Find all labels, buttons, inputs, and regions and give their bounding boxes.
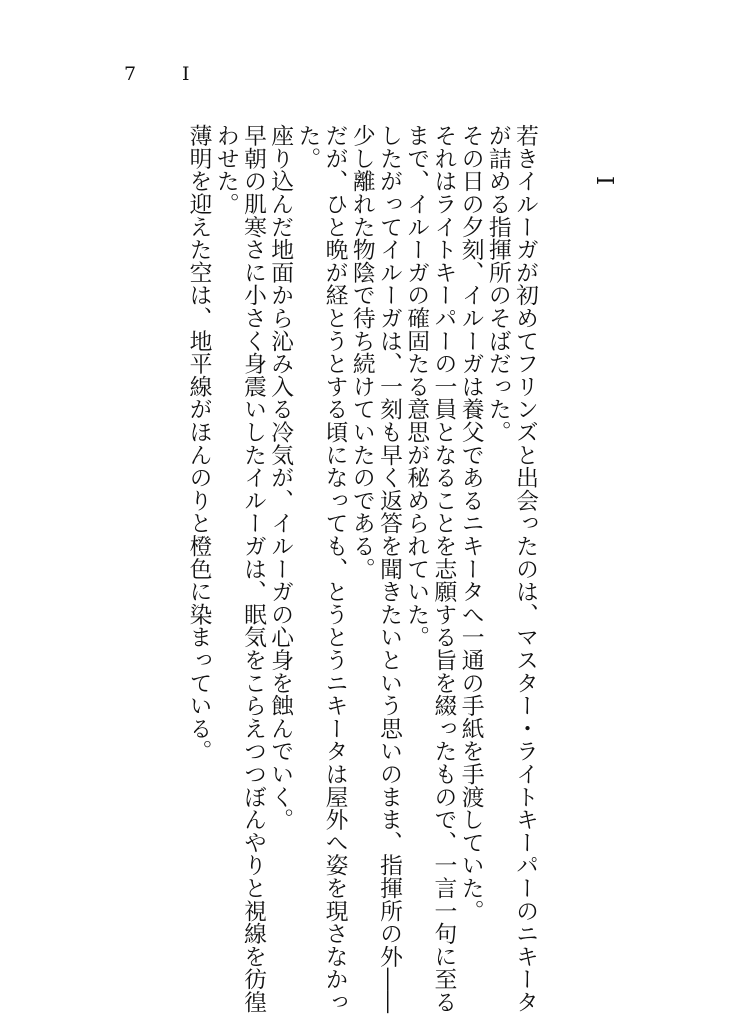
text-line: わせた。 (212, 124, 239, 216)
running-head: I (182, 63, 190, 85)
page-number: 7 (124, 63, 137, 85)
text-line: 座り込んだ地面から沁み入る冷気が、イルーガの心身を蝕んでいく。 (267, 124, 294, 831)
text-line: それはライトキーパーの一員となることを志願する旨を綴ったもので、一言一句に至る (430, 124, 457, 1014)
text-line: 薄明を迎えた空は、地平線がほんのりと橙色に染まっている。 (185, 124, 212, 763)
text-line: 早朝の肌寒さに小さく身震いしたイルーガは、眠気をこらえつつぼんやりと視線を彷徨 (239, 124, 266, 1014)
body-text (118, 124, 538, 1014)
text-line: が詰める指揮所のそばだった。 (484, 124, 511, 444)
text-line: その日の夕刻、イルーガは養父であるニキータへ一通の手紙を手渡していた。 (457, 124, 484, 922)
text-line: まで、イルーガの確固たる意思が秘められていた。 (403, 124, 430, 649)
text-line: 少し離れた物陰で待ち続けていたのである。 (348, 124, 375, 580)
text-line: 若きイルーガが初めてフリンズと出会ったのは、マスター・ライトキーパーのニキータ (512, 124, 538, 1014)
chapter-title: I (591, 176, 617, 186)
text-line: た。 (294, 124, 321, 170)
text-line: だが、ひと晩が経とうとする頃になっても、とうとうニキータは屋外へ姿を現さなかっ (321, 124, 348, 1014)
text-line: したがってイルーガは、一刻も早く返答を聞きたいという思いのまま、指揮所の外―― (375, 124, 402, 1014)
